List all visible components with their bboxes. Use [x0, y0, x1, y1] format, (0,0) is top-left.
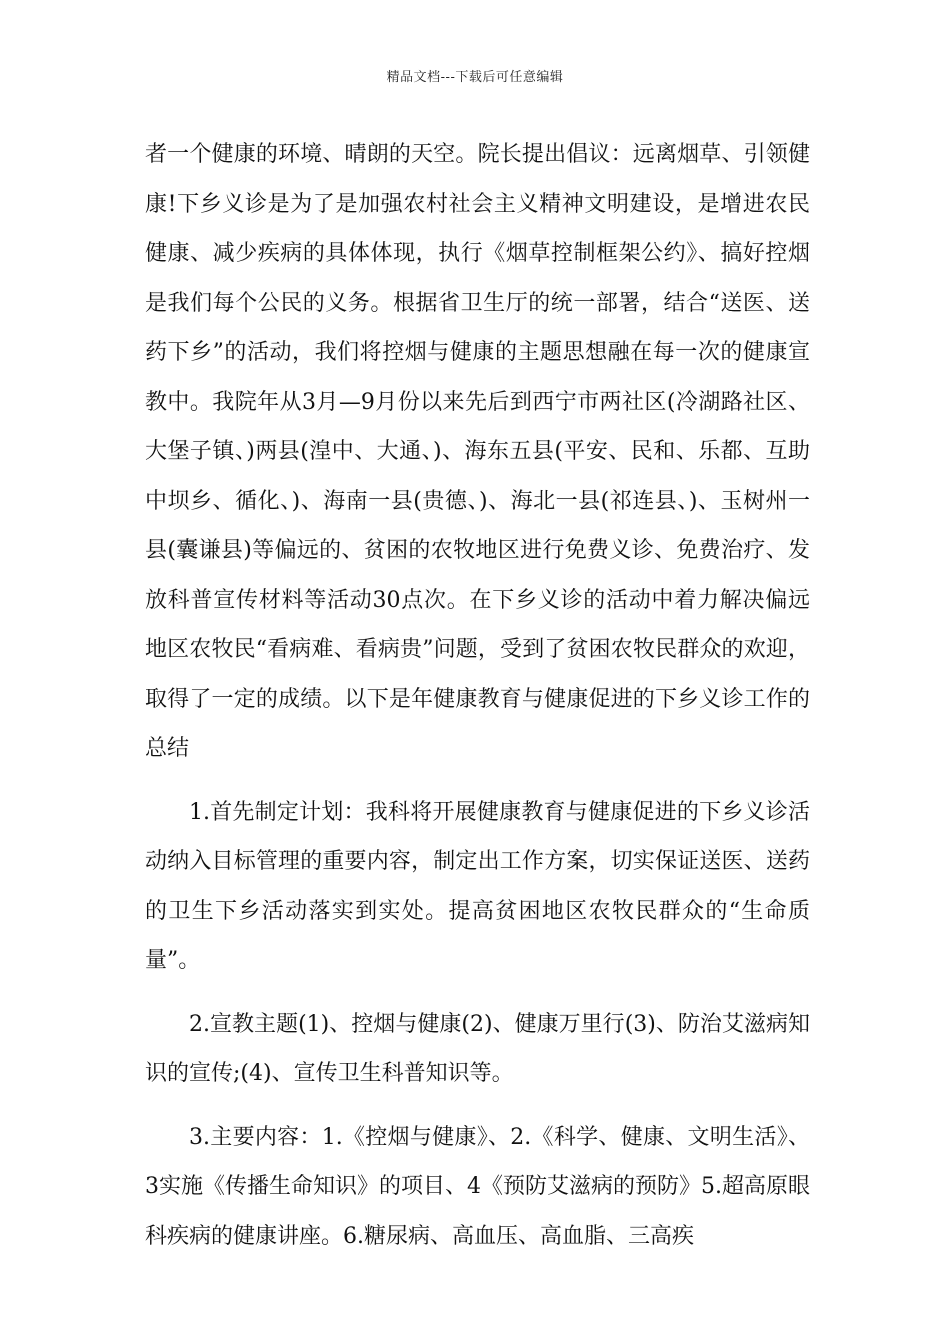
document-body — [145, 130, 810, 1261]
paragraph-intro: 者一个健康的环境、晴朗的天空。院长提出倡议：远离烟草、引领健康!下乡义诊是为了是加强农村社会主义精神文明建设，是增进农民健康、减少疾病的具体体现，执行《烟草控制框架公约》、搞好控烟是我们每个公民的义务。根据省卫生厅的统一部署，结合“送医、送药下乡”的活动，我们将控烟与健康的主题思想融在每一次的健康宣教中。我院年从3月—9月份以来先后到西宁市两社区(冷湖路社区、大堡子镇、)两县(湟中、大通、)、海东五县(平安、民和、乐都、互助中坝乡、循化、)、海南一县(贵德、)、海北一县(祁连县、)、玉树州一县(囊谦县)等偏远的、贫困的农牧地区进行免费义诊、免费治疗、发放科普宣传材料等活动30点次。在下乡义诊的活动中着力解决偏远地区农牧民“看病难、看病贵”问题，受到了贫困农牧民群众的欢迎，取得了一定的成绩。以下是年健康教育与健康促进的下乡义诊工作的总结 — [145, 142, 810, 761]
paragraph-item-3: 3.主要内容：1.《控烟与健康》、2.《科学、健康、文明生活》、3实施《传播生命知识》的项目、4《预防艾滋病的预防》5.超高原眼科疾病的健康讲座。6.糖尿病、高血压、高血脂、三高疾 — [145, 1124, 810, 1249]
page-header: 精品文档---下载后可任意编辑 — [386, 70, 564, 85]
paragraph-item-2: 2.宣教主题(1)、控烟与健康(2)、健康万里行(3)、防治艾滋病知识的宣传;(4)、宣传卫生科普知识等。 — [145, 1011, 810, 1086]
paragraph-item-1: 1.首先制定计划：我科将开展健康教育与健康促进的下乡义诊活动纳入目标管理的重要内容，制定出工作方案，切实保证送医、送药的卫生下乡活动落实到实处。提高贫困地区农牧民群众的“生命质量”。 — [145, 799, 810, 973]
